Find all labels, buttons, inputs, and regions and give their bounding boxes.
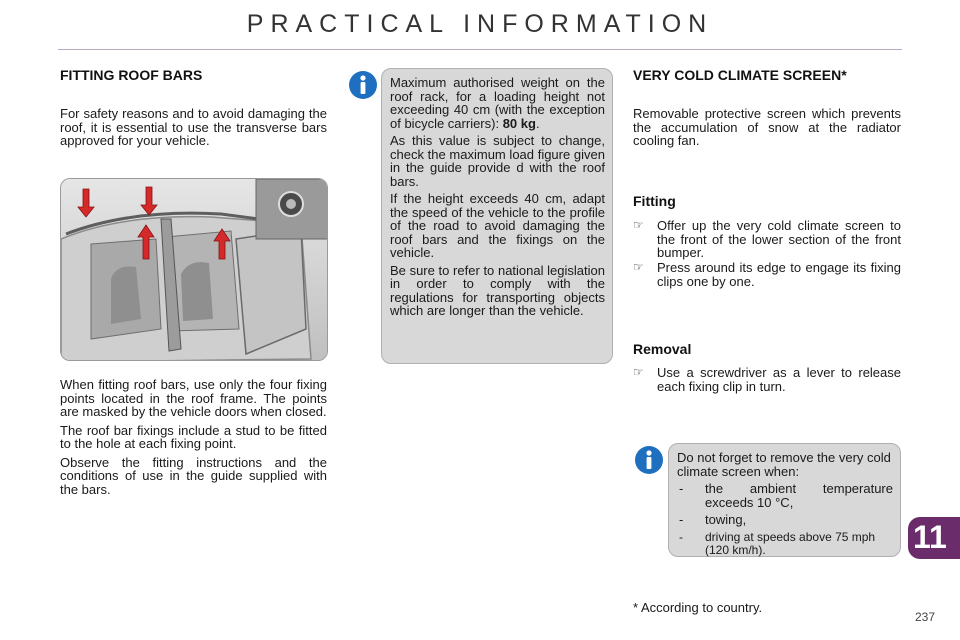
title-rule [58, 49, 902, 50]
roof-bars-illustration [60, 178, 328, 361]
pointing-hand-icon: ☞ [633, 218, 644, 232]
roof-bars-para-1: When fitting roof bars, use only the four fixing points located in the roof frame. The points are masked by the vehicle doors when closed. [60, 377, 327, 419]
heading-removal: Removal [633, 341, 692, 357]
page-number: 237 [915, 610, 936, 624]
fitting-item-2: ☞ Press around its edge to engage its fixing clips one by one. [633, 260, 901, 289]
roof-bars-intro-text: For safety reasons and to avoid damaging the roof, it is essential to use the transverse bars approved for your vehicle. [60, 106, 327, 148]
pointing-hand-icon: ☞ [633, 260, 644, 274]
footnote: * According to country. [633, 600, 763, 615]
roof-load-info-text [390, 76, 605, 318]
roof-load-p2: As this value is subject to change, check the maximum load figure given in the guide provide d with the roof bars. [390, 133, 605, 189]
roof-load-p3: If the height exceeds 40 cm, adapt the speed of the vehicle to the profile of the road to avoid damaging the roof bars and the fixings on the vehicle. [390, 191, 605, 260]
reminder-item: - towing, [679, 512, 747, 527]
heading-fitting-roof-bars: FITTING ROOF BARS [60, 67, 203, 83]
cold-screen-reminder-box [668, 443, 901, 557]
removal-item-1: ☞ Use a screwdriver as a lever to release each fixing clip in turn. [633, 365, 901, 394]
info-icon [348, 70, 378, 100]
car-interior-drawing [61, 179, 328, 361]
cold-screen-reminder-text [677, 451, 893, 558]
chapter-number: 11 [913, 519, 947, 555]
roof-bars-body [60, 378, 327, 501]
roof-bars-intro [60, 107, 327, 153]
roof-bars-para-2: The roof bar fixings include a stud to be fitted to the hole at each fixing point. [60, 422, 327, 451]
cold-screen-intro-text: Removable protective screen which prevents the accumulation of snow at the radiator cooling fan. [633, 106, 901, 148]
roof-load-p1: Maximum authorised weight on the roof rack, for a loading height not exceeding 40 cm (with the exception of bicycle carriers): 80 kg. [390, 75, 605, 131]
roof-load-info-box [381, 68, 613, 364]
info-icon [634, 445, 664, 475]
page-title: PRACTICAL INFORMATION [246, 10, 714, 38]
heading-cold-climate-screen: VERY COLD CLIMATE SCREEN* [633, 67, 847, 83]
roof-load-p4: Be sure to refer to national legislation in order to comply with the regulations for transporting objects which are longer than the vehicle. [390, 262, 605, 318]
reminder-item: - driving at speeds above 75 mph (120 km/h). [679, 529, 876, 557]
reminder-item: - the ambient temperature exceeds 10 °C, [679, 481, 893, 510]
fitting-item-1: ☞ Offer up the very cold climate screen to the front of the lower section of the front bumper. [633, 218, 901, 260]
pointing-hand-icon: ☞ [633, 365, 644, 379]
heading-fitting: Fitting [633, 193, 676, 209]
cold-screen-intro [633, 107, 901, 153]
reminder-intro: Do not forget to remove the very cold climate screen when: [677, 450, 891, 479]
roof-bars-para-3: Observe the fitting instructions and the conditions of use in the guide supplied with the bars. [60, 454, 327, 497]
max-weight-value: 80 kg [502, 115, 536, 131]
